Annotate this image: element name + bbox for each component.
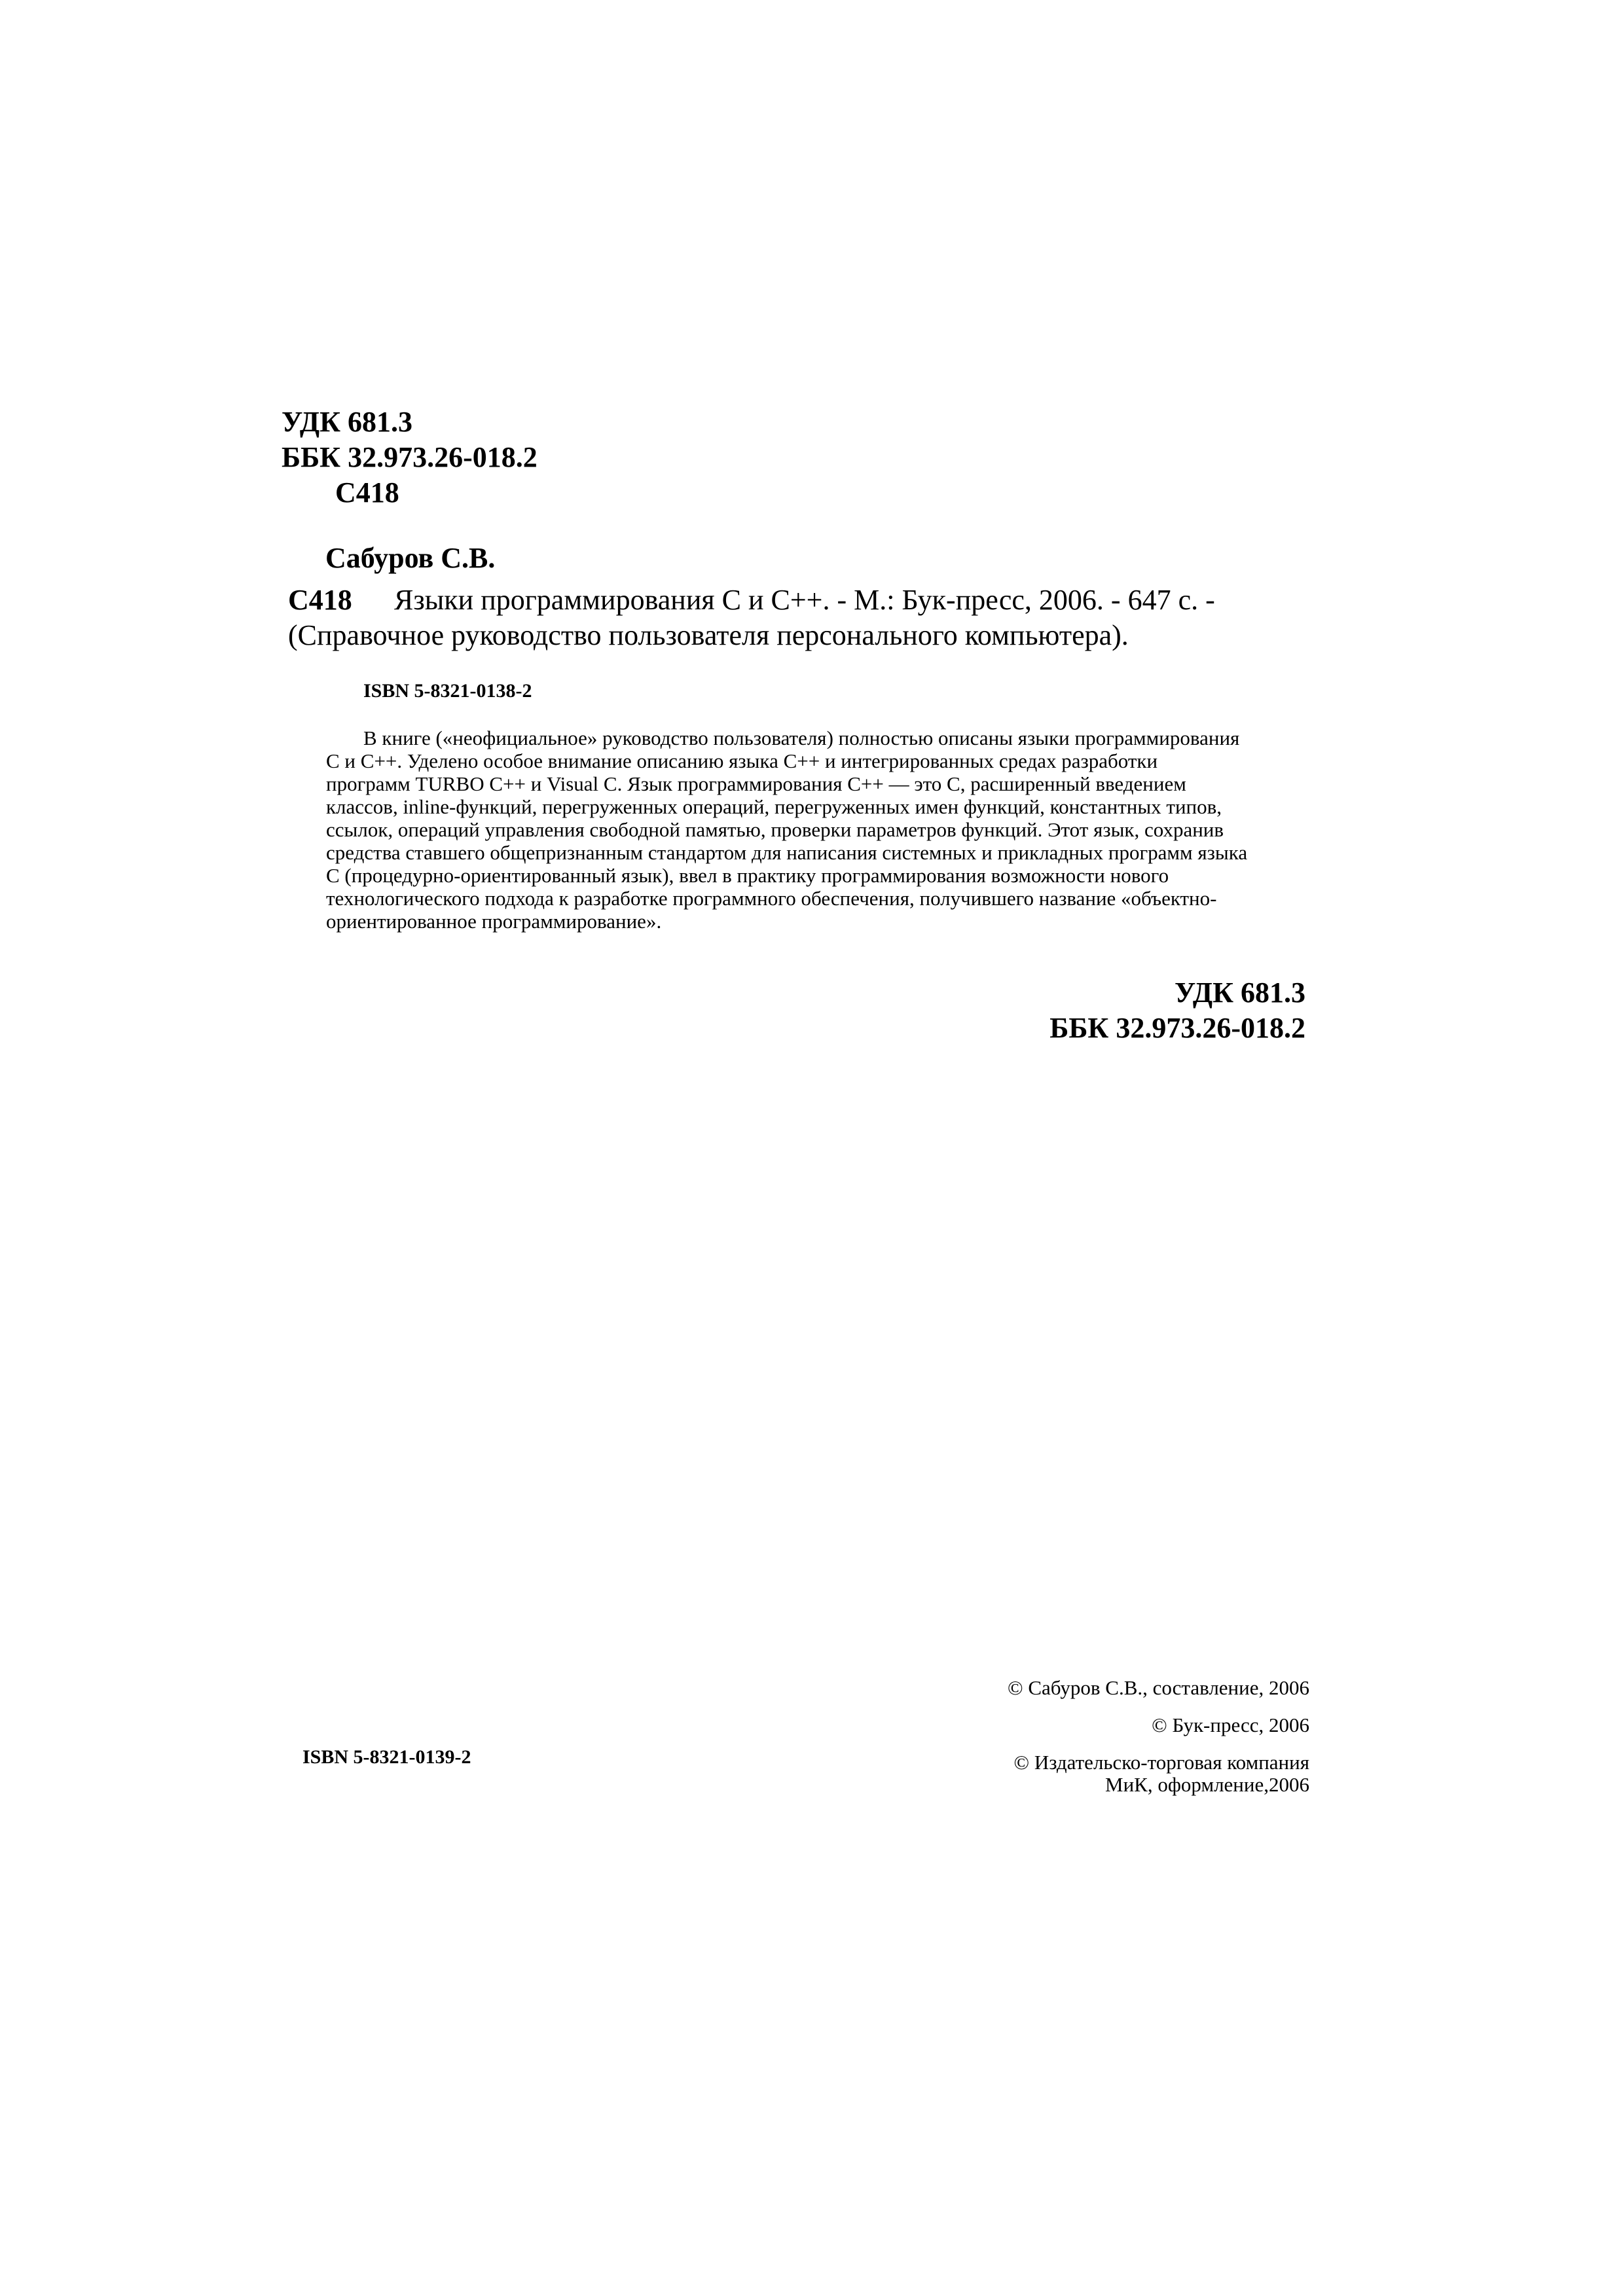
isbn-entry: ISBN 5-8321-0138-2 [363, 680, 532, 702]
copyright-design-line-1: © Издательско-торговая компания [1013, 1751, 1309, 1774]
copyright-compiler: © Сабуров С.В., составление, 2006 [1008, 1676, 1309, 1699]
udk-index-right: УДК 681.3 [1174, 977, 1305, 1009]
bibliographic-description-line-1: Языки программирования C и C++. - М.: Бук-пресс, 2006. - 647 с. - [394, 584, 1215, 616]
author-sign-top: C418 [335, 476, 399, 509]
copyright-design-line-2: МиК, оформление,2006 [1105, 1773, 1309, 1796]
annotation-line: ориентированное программирование». [326, 910, 662, 933]
isbn-footer: ISBN 5-8321-0139-2 [302, 1746, 471, 1768]
bibliographic-description-line-2: (Справочное руководство пользователя персонального компьютера). [288, 619, 1129, 651]
copyright-publisher: © Бук-пресс, 2006 [1152, 1713, 1309, 1736]
udk-index-top: УДК 681.3 [282, 406, 413, 438]
annotation-line: классов, inline-функций, перегруженных операций, перегруженных имен функций, константных типов, [326, 795, 1222, 818]
annotation-line: технологического подхода к разработке программного обеспечения, получившего название «объектно- [326, 887, 1217, 910]
author-sign-entry: C418 [288, 584, 352, 616]
annotation-line: ссылок, операций управления свободной памятью, проверки параметров функций. Этот язык, сохранив [326, 818, 1224, 841]
annotation-line: средства ставшего общепризнанным стандартом для написания системных и прикладных программ языка [326, 841, 1248, 864]
bbk-index-top: ББК 32.973.26-018.2 [282, 441, 538, 473]
annotation-paragraph [326, 726, 1328, 933]
annotation-line: С (процедурно-ориентированный язык), ввел в практику программирования возможности нового [326, 864, 1169, 887]
annotation-line: С и С++. Уделено особое внимание описанию языка С++ и интегрированных средах разработки [326, 749, 1158, 772]
author-name: Сабуров С.В. [325, 542, 496, 574]
annotation-line: программ TURBO С++ и Visual С. Язык программирования С++ — это С, расширенный введением [326, 772, 1186, 795]
annotation-line: В книге («неофициальное» руководство пользователя) полностью описаны языки программирования [363, 726, 1240, 749]
bbk-index-right: ББК 32.973.26-018.2 [1049, 1012, 1305, 1044]
